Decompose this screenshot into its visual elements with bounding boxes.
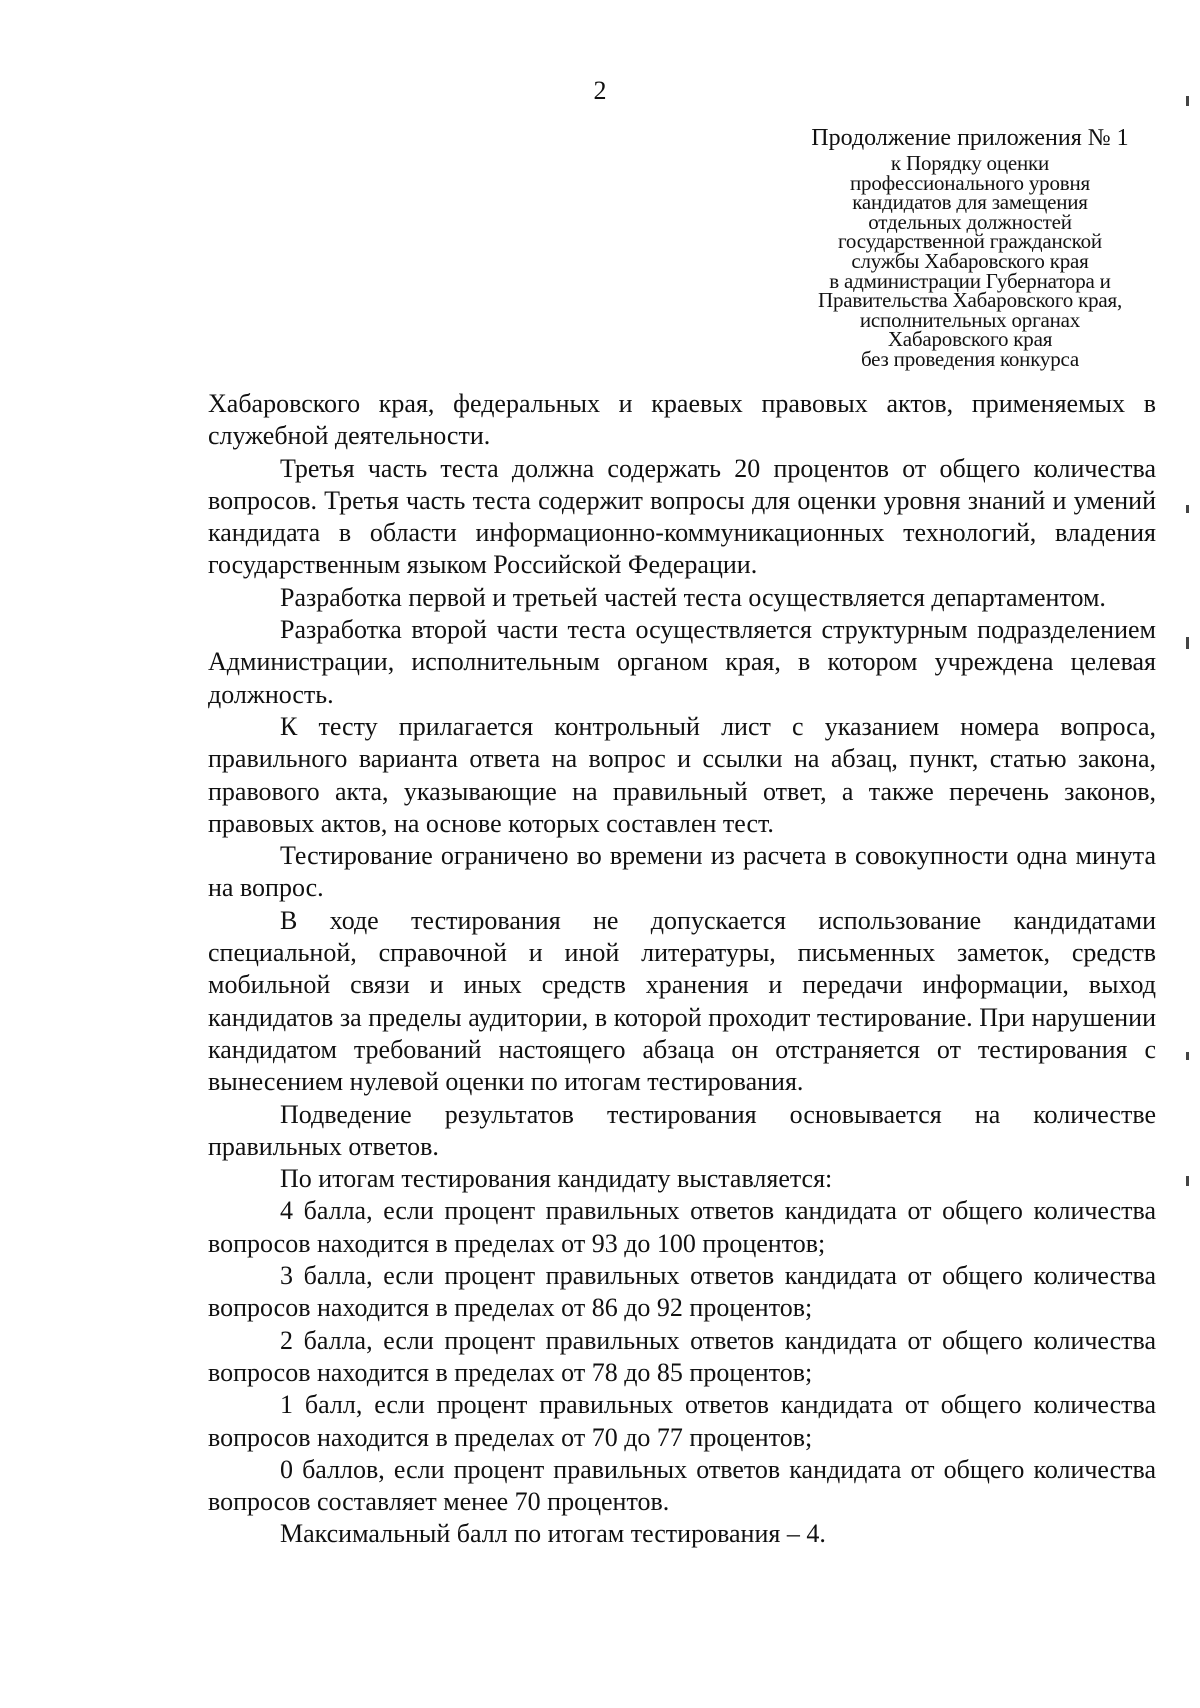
appendix-header <box>760 124 1180 370</box>
appendix-header-line: профессионального уровня <box>850 170 1090 195</box>
body-paragraph: 3 балла, если процент правильных ответов кандидата от общего количества вопросов находится в пределах от 86 до 92 процентов; <box>208 1261 1156 1323</box>
scan-mark <box>1186 96 1189 106</box>
appendix-header-line: государственной гражданской <box>838 229 1102 254</box>
body-paragraph: Разработка второй части теста осуществляется структурным подразделением Администрации, исполнительным органом края, в котором учреждена целевая должность. <box>208 615 1156 709</box>
appendix-header-line: Правительства Хабаровского края, <box>817 288 1123 313</box>
scan-mark <box>1186 1176 1189 1186</box>
appendix-header-line: исполнительных органах <box>859 307 1081 332</box>
document-body <box>208 388 1156 1551</box>
body-paragraph: 4 балла, если процент правильных ответов кандидата от общего количества вопросов находится в пределах от 93 до 100 процентов; <box>208 1196 1156 1258</box>
body-paragraph: Хабаровского края, федеральных и краевых правовых актов, применяемых в служебной деятельности. <box>208 389 1156 451</box>
body-paragraph: Третья часть теста должна содержать 20 процентов от общего количества вопросов. Третья часть теста содержит вопросы для оценки уровня знаний и умений кандидата в области информационно-коммуникационных технологий, владения государственным языком Российской Федерации. <box>208 453 1156 580</box>
scan-mark <box>1186 1052 1189 1060</box>
body-paragraph: 2 балла, если процент правильных ответов кандидата от общего количества вопросов находится в пределах от 78 до 85 процентов; <box>208 1325 1156 1387</box>
body-paragraph: Тестирование ограничено во времени из расчета в совокупности одна минута на вопрос. <box>208 841 1156 903</box>
appendix-header-line: кандидатов для замещения <box>852 190 1088 215</box>
body-paragraph: По итогам тестирования кандидату выставляется: <box>280 1164 833 1194</box>
body-paragraph: Разработка первой и третьей частей теста осуществляется департаментом. <box>280 582 1106 612</box>
body-paragraph: Подведение результатов тестирования основывается на количестве правильных ответов. <box>208 1099 1156 1161</box>
appendix-header-line: отдельных должностей <box>868 209 1072 234</box>
appendix-header-line: к Порядку оценки <box>890 151 1050 175</box>
body-paragraph: 1 балл, если процент правильных ответов кандидата от общего количества вопросов находится в пределах от 70 до 77 процентов; <box>208 1390 1156 1452</box>
page-number: 2 <box>593 76 607 105</box>
appendix-header-line: службы Хабаровского края <box>851 248 1089 273</box>
scan-mark <box>1186 637 1189 649</box>
body-paragraph: В ходе тестирования не допускается использование кандидатами специальной, справочной и иной литературы, письменных заметок, средств мобильной связи и иных средств хранения и передачи информации, выход кандидатов за пределы аудитории, в которой проходит тестирование. При нарушении кандидатом требований настоящего абзаца он отстраняется от тестирования с вынесением нулевой оценки по итогам тестирования. <box>208 905 1156 1097</box>
appendix-header-line: Хабаровского края <box>887 327 1053 352</box>
body-paragraph: К тесту прилагается контрольный лист с указанием номера вопроса, правильного варианта ответа на вопрос и ссылки на абзац, пункт, статью закона, правового акта, указывающие на правильный ответ, а также перечень законов, правовых актов, на основе которых составлен тест. <box>208 711 1156 838</box>
appendix-header-line: в администрации Губернатора и <box>829 268 1111 293</box>
scan-mark <box>1186 505 1189 513</box>
appendix-header-title: Продолжение приложения № 1 <box>811 125 1129 151</box>
appendix-header-line: без проведения конкурса <box>860 346 1080 371</box>
body-paragraph: 0 баллов, если процент правильных ответов кандидата от общего количества вопросов составляет менее 70 процентов. <box>208 1454 1156 1517</box>
body-paragraph: Максимальный балл по итогам тестирования – 4. <box>280 1519 826 1549</box>
